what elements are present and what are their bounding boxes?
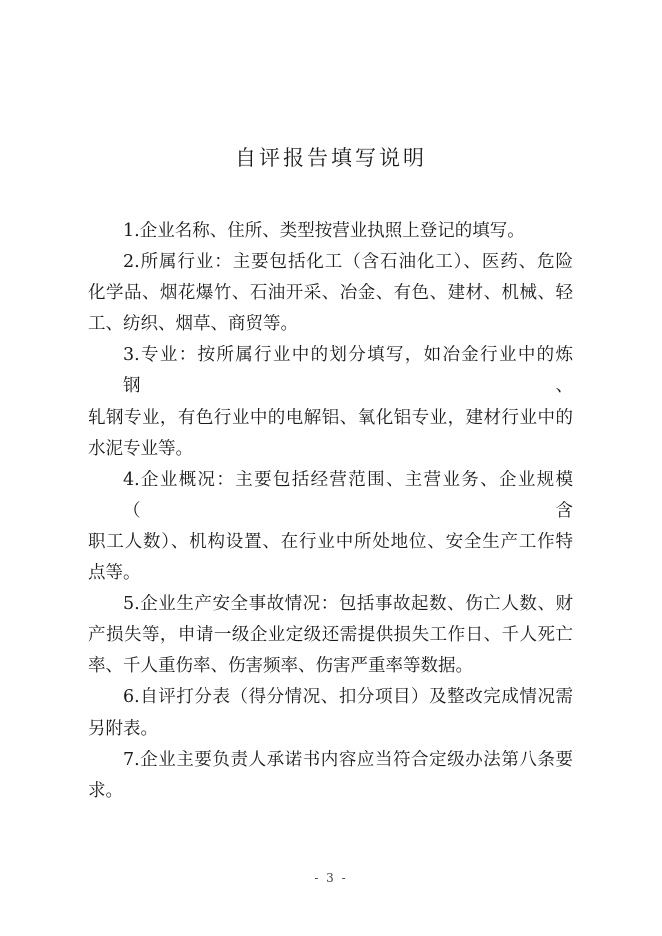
paragraph-line: 职工人数）、机构设置、在行业中所处地位、安全生产工作特 — [88, 531, 573, 552]
paragraph-line: 产损失等，申请一级企业定级还需提供损失工作日、千人死亡 — [88, 625, 573, 646]
paragraph-line: 另附表。 — [88, 718, 158, 739]
paragraph-line: 轧钢专业，有色行业中的电解铝、氧化铝专业，建材行业中的 — [88, 407, 573, 428]
paragraph-7 — [88, 745, 573, 807]
paragraph-line: 率、千人重伤率、伤害频率、伤害严重率等数据。 — [88, 656, 473, 677]
paragraph-line: 5.企业生产安全事故情况：包括事故起数、伤亡人数、财 — [123, 594, 573, 615]
paragraph-line: 点等。 — [88, 563, 141, 584]
paragraph-line: 求。 — [88, 780, 123, 801]
paragraph-line: 工、纺织、烟草、商贸等。 — [88, 314, 298, 335]
paragraph-1 — [88, 216, 573, 247]
paragraph-line: 1.企业名称、住所、类型按营业执照上登记的填写。 — [123, 221, 525, 241]
paragraph-3 — [88, 340, 573, 464]
paragraph-line: 水泥专业等。 — [88, 438, 193, 459]
paragraph-5 — [88, 589, 573, 682]
paragraph-line: 6.自评打分表（得分情况、扣分项目）及整改完成情况需 — [123, 687, 573, 708]
paragraph-6 — [88, 682, 573, 744]
page-title: 自评报告填写说明 — [235, 146, 427, 170]
page-number: - 3 - — [314, 871, 348, 885]
paragraph-4 — [88, 465, 573, 589]
paragraph-line: 2.所属行业：主要包括化工（含石油化工）、医药、危险 — [123, 252, 573, 273]
paragraph-2 — [88, 247, 573, 340]
paragraph-line: 4.企业概况：主要包括经营范围、主营业务、企业规模（含 — [123, 469, 573, 521]
paragraph-line: 3.专业：按所属行业中的划分填写，如冶金行业中的炼钢、 — [123, 345, 573, 397]
document-body — [88, 216, 573, 807]
paragraph-line: 化学品、烟花爆竹、石油开采、冶金、有色、建材、机械、轻 — [88, 283, 573, 304]
paragraph-line: 7.企业主要负责人承诺书内容应当符合定级办法第八条要 — [123, 749, 573, 770]
